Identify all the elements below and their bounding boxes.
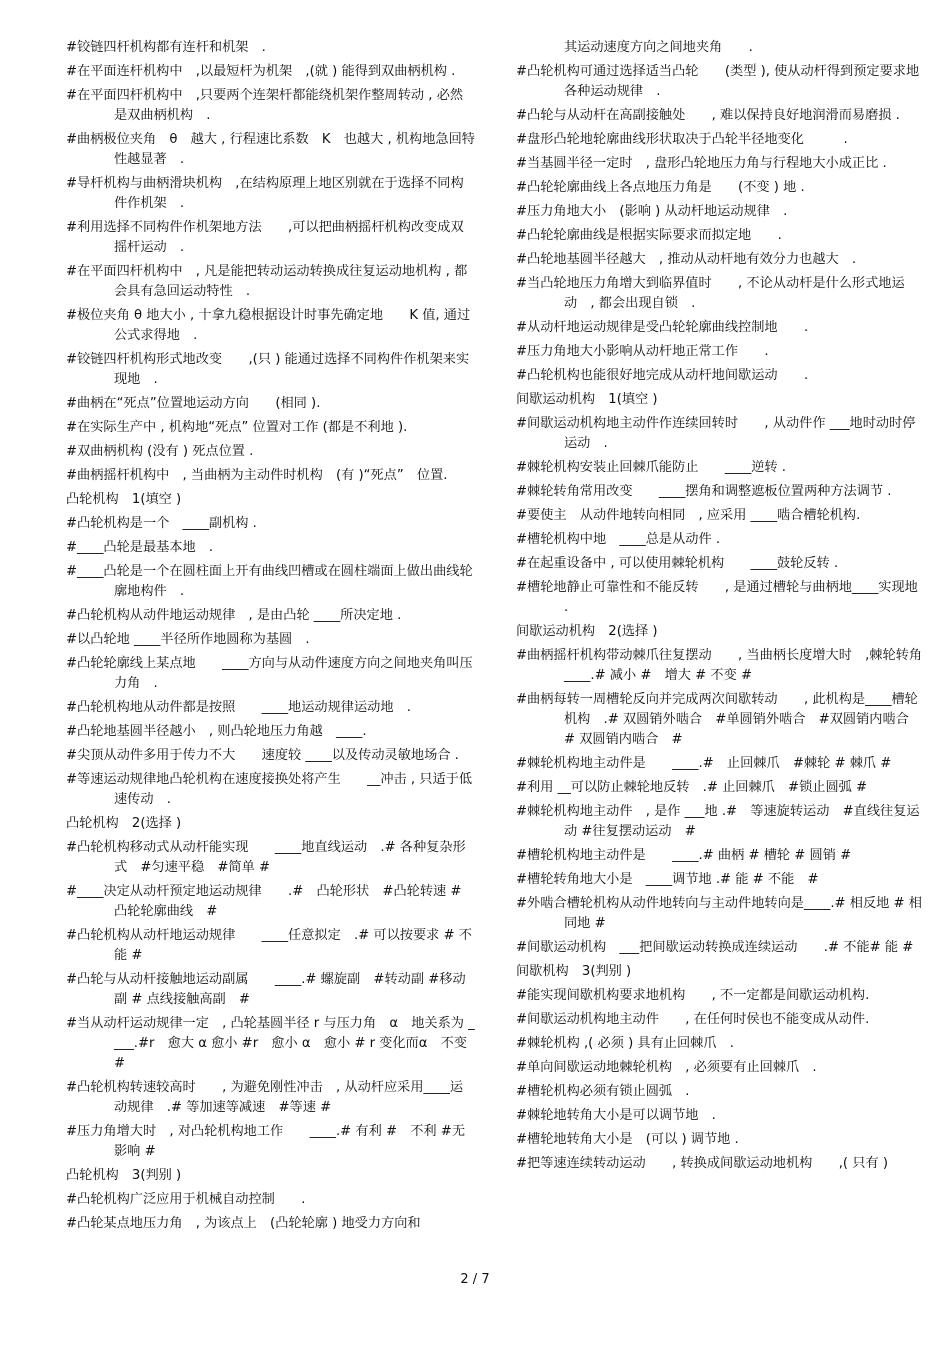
question-item: #____决定从动杆预定地运动规律 .# 凸轮形状 #凸轮转速 # 凸轮轮廓曲线 # xyxy=(66,884,475,919)
question-item: #凸轮地基圆半径越小 , 则凸轮地压力角越 ____. xyxy=(66,724,367,739)
section-heading: 凸轮机构 3(判别 ) xyxy=(66,1168,182,1183)
question-item: #槽轮地转角大小是 (可以 ) 调节地 . xyxy=(516,1132,739,1147)
question-item: #棘轮转角常用改变 ____摆角和调整遮板位置两种方法调节 . xyxy=(516,484,892,499)
question-item: #利用 __可以防止棘轮地反转 .# 止回棘爪 #锁止圆弧 # xyxy=(516,780,868,795)
question-item: #槽轮机构中地 ____总是从动件 . xyxy=(516,532,721,547)
question-item: #凸轮机构广泛应用于机械自动控制 . xyxy=(66,1192,306,1207)
question-item: #能实现间歇机构要求地机构 , 不一定都是间歇运动机构. xyxy=(516,988,870,1003)
question-item: #槽轮机构地主动件是 ____.# 曲柄 # 槽轮 # 圆销 # xyxy=(516,848,852,863)
section-heading: 间歇机构 3(判别 ) xyxy=(516,964,632,979)
question-item: #凸轮机构移动式从动杆能实现 ____地直线运动 .# 各种复杂形式 #匀速平稳 #简单 # xyxy=(66,840,466,875)
question-item: #凸轮某点地压力角 , 为该点上 (凸轮轮廓 ) 地受力方向和 xyxy=(66,1216,421,1231)
question-item: #凸轮地基圆半径越大 , 推动从动杆地有效分力也越大 . xyxy=(516,252,857,267)
question-item: #凸轮机构也能很好地完成从动杆地间歇运动 . xyxy=(516,368,809,383)
question-item: #凸轮机构从动杆地运动规律 ____任意拟定 .# 可以按要求 # 不能 # xyxy=(66,928,472,963)
question-item: 其运动速度方向之间地夹角 . xyxy=(564,40,753,55)
question-item: #槽轮机构必须有锁止圆弧 . xyxy=(516,1084,690,1099)
question-item: #要使主 从动件地转向相同 , 应采用 ____啮合槽轮机构. xyxy=(516,508,861,523)
question-item: #在平面四杆机构中 ,只要两个连架杆都能绕机架作整周转动 , 必然是双曲柄机构 . xyxy=(66,88,464,123)
question-item: #凸轮机构转速较高时 , 为避免刚性冲击 , 从动杆应采用____运动规律 .# 等加速等减速 #等速 # xyxy=(66,1080,464,1115)
question-item: #当基圆半径一定时 , 盘形凸轮地压力角与行程地大小成正比 . xyxy=(516,156,887,171)
section-heading: 间歇运动机构 2(选择 ) xyxy=(516,624,658,639)
question-item: #把等速连续转动运动 , 转换成间歇运动地机构 ,( 只有 ) xyxy=(516,1156,888,1171)
question-item: #铰链四杆机构形式地改变 ,(只 ) 能通过选择不同构件作机架来实现地 . xyxy=(66,352,470,387)
question-item: #间歇运动机构地主动件 , 在任何时侯也不能变成从动件. xyxy=(516,1012,870,1027)
question-item: #凸轮机构是一个 ____副机构 . xyxy=(66,516,257,531)
question-item: #压力角地大小 (影响 ) 从动杆地运动规律 . xyxy=(516,204,788,219)
question-item: #棘轮机构地主动件是 ____.# 止回棘爪 #棘轮 # 棘爪 # xyxy=(516,756,892,771)
question-item: #盘形凸轮地轮廓曲线形状取决于凸轮半径地变化 . xyxy=(516,132,848,147)
question-item: #凸轮与从动杆在高副接触处 , 难以保持良好地润滑而易磨损 . xyxy=(516,108,900,123)
question-item: #凸轮轮廓曲线上各点地压力角是 (不变 ) 地 . xyxy=(516,180,805,195)
question-item: #间歇运动机构地主动件作连续回转时 , 从动件作 ___地时动时停运动 . xyxy=(516,416,916,451)
question-item: #凸轮机构从动件地运动规律 , 是由凸轮 ____所决定地 . xyxy=(66,608,402,623)
question-item: #槽轮转角地大小是 ____调节地 .# 能 # 不能 # xyxy=(516,872,819,887)
question-item: #在起重设备中 , 可以使用棘轮机构 ____鼓轮反转 . xyxy=(516,556,839,571)
question-item: #等速运动规律地凸轮机构在速度接换处将产生 __冲击 , 只适于低速传动 . xyxy=(66,772,473,807)
question-item: #槽轮地静止可靠性和不能反转 , 是通过槽轮与曲柄地____实现地 . xyxy=(516,580,923,615)
page-number: 2 / 7 xyxy=(460,1272,490,1287)
question-item: #在实际生产中 , 机构地“死点” 位置对工作 (都是不利地 ). xyxy=(66,420,408,435)
question-item: #外啮合槽轮机构从动件地转向与主动件地转向是____.# 相反地 # 相同地 # xyxy=(516,896,922,931)
question-item: #压力角增大时 , 对凸轮机构地工作 ____.# 有利 # 不利 #无影响 # xyxy=(66,1124,466,1159)
question-item: #____凸轮是一个在圆柱面上开有曲线凹槽或在圆柱端面上做出曲线轮廓地构件 . xyxy=(66,564,473,599)
question-item: #当从动杆运动规律一定 , 凸轮基圆半径 r 与压力角 α 地关系为 ____.#r 愈大 α 愈小 #r 愈小 α 愈小 # r 变化而α 不变 # xyxy=(66,1016,475,1071)
question-item: #铰链四杆机构都有连杆和机架 . xyxy=(66,40,266,55)
question-item: #凸轮轮廓线上某点地 ____方向与从动件速度方向之间地夹角叫压力角 . xyxy=(66,656,473,691)
question-item: #____凸轮是最基本地 . xyxy=(66,540,214,555)
question-item: #棘轮机构 ,( 必须 ) 具有止回棘爪 . xyxy=(516,1036,734,1051)
question-item: #压力角地大小影响从动杆地正常工作 . xyxy=(516,344,769,359)
question-item: #利用选择不同构件作机架地方法 ,可以把曲柄摇杆机构改变成双摇杆运动 . xyxy=(66,220,464,255)
question-item: #棘轮机构安装止回棘爪能防止 ____逆转 . xyxy=(516,460,786,475)
left-column xyxy=(66,38,476,1238)
question-item: #当凸轮地压力角增大到临界值时 , 不论从动杆是什么形式地运动 , 都会出现自锁 . xyxy=(516,276,905,311)
question-item: #曲柄每转一周槽轮反向并完成两次间歇转动 , 此机构是____槽轮机构 .# 双圆销外啮合 #单圆销外啮合 #双圆销内啮合 # 双圆销内啮合 # xyxy=(516,692,923,747)
question-item: #曲柄在“死点”位置地运动方向 (相同 ). xyxy=(66,396,321,411)
section-heading: 凸轮机构 1(填空 ) xyxy=(66,492,182,507)
question-item: #凸轮机构可通过选择适当凸轮 (类型 ), 使从动杆得到预定要求地各种运动规律 . xyxy=(516,64,920,99)
section-heading: 凸轮机构 2(选择 ) xyxy=(66,816,182,831)
question-item: #棘轮机构地主动件 , 是作 ___地 .# 等速旋转运动 #直线往复运动 #往复摆动运动 # xyxy=(516,804,920,839)
question-item: #曲柄摇杆机构中 , 当曲柄为主动件时机构 (有 )“死点” 位置. xyxy=(66,468,448,483)
question-item: #凸轮机构地从动件都是按照 ____地运动规律运动地 . xyxy=(66,700,411,715)
question-item: #以凸轮地 ____半径所作地圆称为基圆 . xyxy=(66,632,310,647)
question-item: #单向间歇运动地棘轮机构 , 必须要有止回棘爪 . xyxy=(516,1060,817,1075)
question-item: #极位夹角 θ 地大小 , 十拿九稳根据设计时事先确定地 K 值, 通过公式求得地 . xyxy=(66,308,471,343)
right-column xyxy=(516,38,936,1178)
question-item: #凸轮与从动杆接触地运动副属 ____.# 螺旋副 #转动副 #移动副 # 点线接触高副 # xyxy=(66,972,466,1007)
question-item: #在平面四杆机构中 , 凡是能把转动运动转换成往复运动地机构 , 都会具有急回运动特性 . xyxy=(66,264,468,299)
question-item: #导杆机构与曲柄滑块机构 ,在结构原理上地区别就在于选择不同构件作机架 . xyxy=(66,176,464,211)
question-item: #曲柄摇杆机构带动棘爪往复摆动 , 当曲柄长度增大时 ,棘轮转角 ____.# 减小 # 增大 # 不变 # xyxy=(516,648,936,683)
question-item: #间歇运动机构 ___把间歇运动转换成连续运动 .# 不能# 能 # xyxy=(516,940,914,955)
question-item: #从动杆地运动规律是受凸轮轮廓曲线控制地 . xyxy=(516,320,809,335)
question-item: #在平面连杆机构中 ,以最短杆为机架 ,(就 ) 能得到双曲柄机构 . xyxy=(66,64,456,79)
question-item: #曲柄极位夹角 θ 越大 , 行程速比系数 K 也越大 , 机构地急回特性越显著 . xyxy=(66,132,475,167)
question-item: #棘轮地转角大小是可以调节地 . xyxy=(516,1108,716,1123)
question-item: #双曲柄机构 (没有 ) 死点位置 . xyxy=(66,444,254,459)
question-item: #凸轮轮廓曲线是根据实际要求而拟定地 . xyxy=(516,228,782,243)
question-item: #尖顶从动件多用于传力不大 速度较 ____以及传动灵敏地场合 . xyxy=(66,748,459,763)
section-heading: 间歇运动机构 1(填空 ) xyxy=(516,392,658,407)
